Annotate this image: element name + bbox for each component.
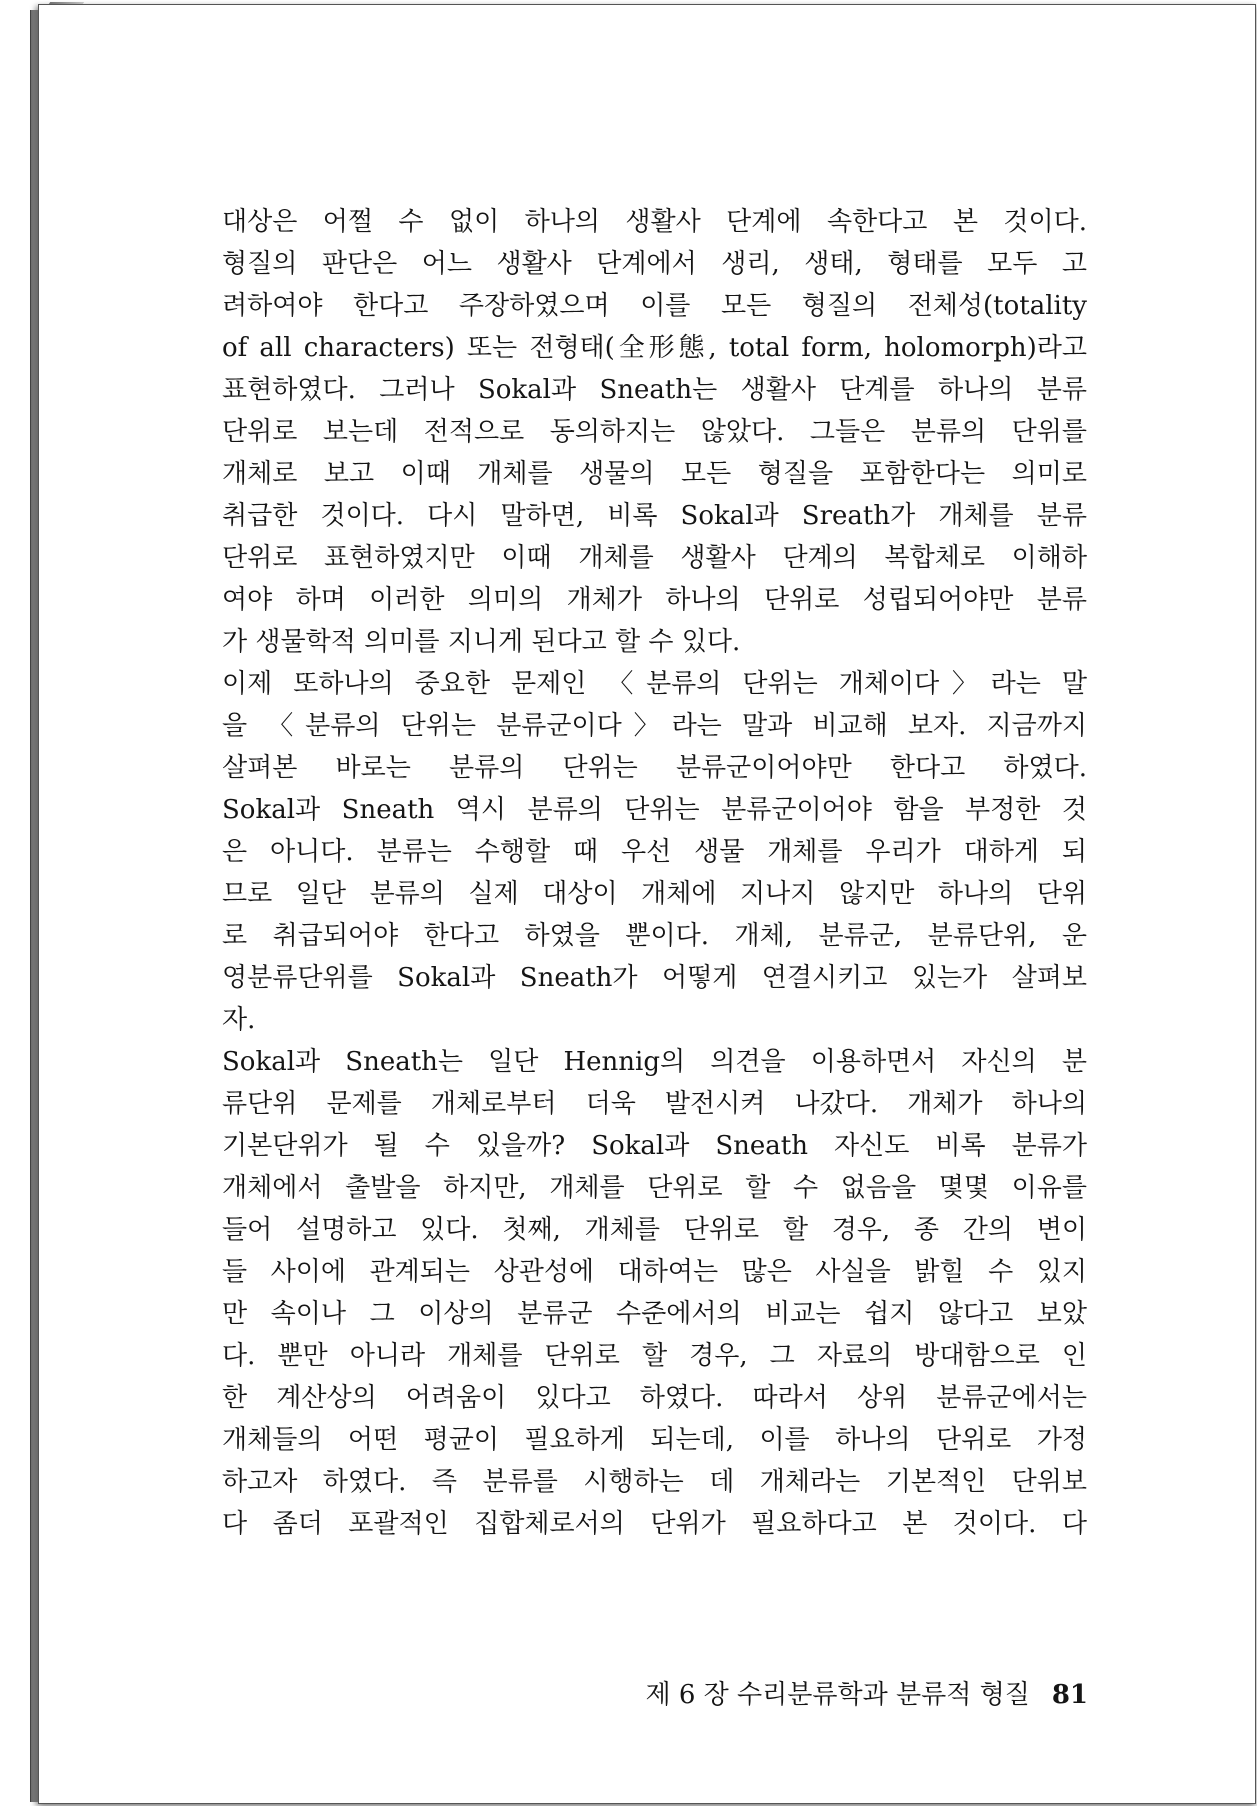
- text-line: 므로 일단 분류의 실제 대상이 개체에 지나지 않지만 하나의 단위: [222, 879, 1087, 909]
- text-line: 려하여야 한다고 주장하였으며 이를 모든 형질의 전체성(totality: [222, 291, 1087, 321]
- text-line: 여야 하며 이러한 의미의 개체가 하나의 단위로 성립되어야만 분류: [222, 585, 1087, 615]
- text-line: 개체로 보고 이때 개체를 생물의 모든 형질을 포함한다는 의미로: [222, 459, 1087, 489]
- text-line: 개체에서 출발을 하지만, 개체를 단위로 할 수 없음을 몇몇 이유를: [222, 1173, 1087, 1203]
- chapter-title: 제 6 장 수리분류학과 분류적 형질: [645, 1680, 1030, 1710]
- text-line: 을 〈분류의 단위는 분류군이다〉라는 말과 비교해 보자. 지금까지: [222, 711, 1087, 741]
- text-line: 한 계산상의 어려움이 있다고 하였다. 따라서 상위 분류군에서는: [222, 1383, 1087, 1413]
- text-line: 영분류단위를 Sokal과 Sneath가 어떻게 연결시키고 있는가 살펴보: [222, 963, 1087, 993]
- body-text: [222, 201, 1087, 1545]
- text-line: 들 사이에 관계되는 상관성에 대하여는 많은 사실을 밝힐 수 있지: [222, 1257, 1087, 1287]
- text-line: 단위로 표현하였지만 이때 개체를 생활사 단계의 복합체로 이해하: [222, 543, 1087, 573]
- text-line: 형질의 판단은 어느 생활사 단계에서 생리, 생태, 형태를 모두 고: [222, 249, 1087, 279]
- text-line: 개체들의 어떤 평균이 필요하게 되는데, 이를 하나의 단위로 가정: [222, 1425, 1087, 1455]
- page-footer: [600, 1674, 1088, 1711]
- text-line: 류단위 문제를 개체로부터 더욱 발전시켜 나갔다. 개체가 하나의: [222, 1089, 1087, 1119]
- text-line: 취급한 것이다. 다시 말하면, 비록 Sokal과 Sreath가 개체를 분류: [222, 501, 1087, 531]
- text-line: of all characters) 또는 전형태(全形態, total form, holomorph)라고: [222, 333, 1087, 363]
- text-line: 만 속이나 그 이상의 분류군 수준에서의 비교는 쉽지 않다고 보았: [222, 1299, 1087, 1329]
- text-line: 자.: [222, 1005, 256, 1035]
- text-line: 이제 또하나의 중요한 문제인 〈분류의 단위는 개체이다〉라는 말: [222, 669, 1087, 699]
- text-line: 가 생물학적 의미를 지니게 된다고 할 수 있다.: [222, 627, 741, 657]
- text-line: 기본단위가 될 수 있을까? Sokal과 Sneath 자신도 비록 분류가: [222, 1131, 1087, 1161]
- text-line: 다. 뿐만 아니라 개체를 단위로 할 경우, 그 자료의 방대함으로 인: [222, 1341, 1087, 1371]
- text-line: 로 취급되어야 한다고 하였을 뿐이다. 개체, 분류군, 분류단위, 운: [222, 921, 1087, 951]
- text-line: 들어 설명하고 있다. 첫째, 개체를 단위로 할 경우, 종 간의 변이: [222, 1215, 1087, 1245]
- text-line: Sokal과 Sneath는 일단 Hennig의 의견을 이용하면서 자신의 분: [222, 1047, 1087, 1077]
- text-line: 다 좀더 포괄적인 집합체로서의 단위가 필요하다고 본 것이다. 다: [222, 1509, 1087, 1539]
- text-line: 단위로 보는데 전적으로 동의하지는 않았다. 그들은 분류의 단위를: [222, 417, 1087, 447]
- text-line: 살펴본 바로는 분류의 단위는 분류군이어야만 한다고 하였다.: [222, 753, 1087, 783]
- text-line: 대상은 어쩔 수 없이 하나의 생활사 단계에 속한다고 본 것이다.: [222, 207, 1087, 237]
- text-line: 하고자 하였다. 즉 분류를 시행하는 데 개체라는 기본적인 단위보: [222, 1467, 1087, 1497]
- text-line: 표현하였다. 그러나 Sokal과 Sneath는 생활사 단계를 하나의 분류: [222, 375, 1087, 405]
- text-line: Sokal과 Sneath 역시 분류의 단위는 분류군이어야 함을 부정한 것: [222, 795, 1087, 825]
- text-line: 은 아니다. 분류는 수행할 때 우선 생물 개체를 우리가 대하게 되: [222, 837, 1087, 867]
- page-number: 81: [1051, 1680, 1088, 1710]
